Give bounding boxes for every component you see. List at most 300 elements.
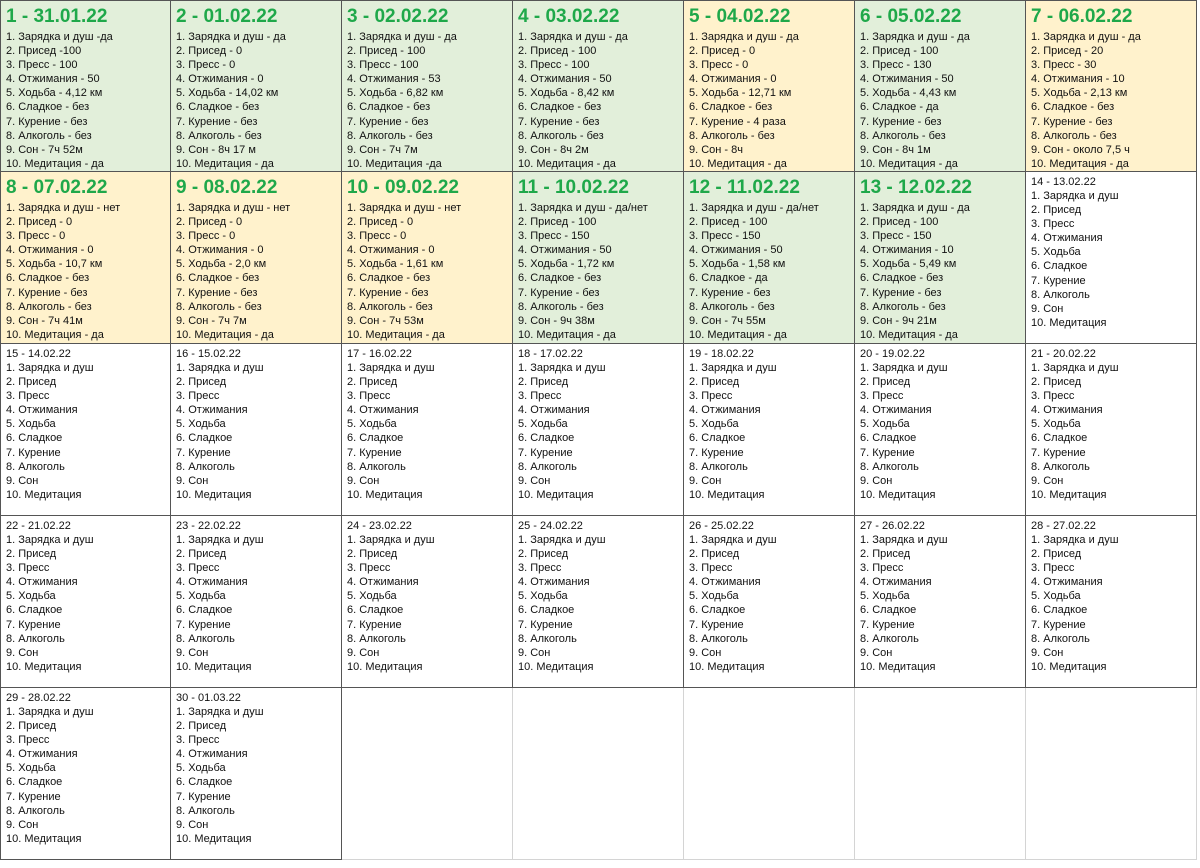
habit-item: 3. Пресс	[6, 734, 50, 747]
habit-item: 9. Сон	[176, 646, 209, 659]
habit-item: 3. Пресс	[6, 390, 50, 403]
habit-item: 7. Курение	[176, 446, 231, 459]
habit-item: 10. Медитация	[860, 488, 936, 501]
habit-item: 9. Сон	[860, 646, 893, 659]
day-cell[interactable]	[855, 516, 1026, 688]
habit-item: 4. Отжимания - 0	[176, 244, 264, 257]
habit-item: 7. Курение - без	[6, 286, 88, 299]
habit-item: 4. Отжимания	[176, 748, 248, 761]
habit-item: 3. Пресс	[689, 562, 733, 575]
day-cell[interactable]	[171, 344, 342, 516]
habit-item: 9. Сон - 9ч 38м	[518, 314, 595, 327]
habit-item: 9. Сон	[518, 474, 551, 487]
day-title: 4 - 03.02.22	[518, 6, 620, 27]
day-cell[interactable]	[1026, 172, 1197, 344]
habit-item: 5. Ходьба - 8,42 км	[518, 87, 615, 100]
habit-item: 5. Ходьба - 4,43 км	[860, 87, 957, 100]
habit-item: 5. Ходьба - 14,02 км	[176, 87, 279, 100]
habit-item: 10. Медитация - да	[6, 328, 104, 341]
day-title: 18 - 17.02.22	[518, 348, 583, 360]
habit-item: 7. Курение	[1031, 446, 1086, 459]
day-title: 12 - 11.02.22	[689, 177, 800, 198]
day-title: 9 - 08.02.22	[176, 177, 278, 198]
habit-item: 9. Сон - около 7,5 ч	[1031, 143, 1130, 156]
habit-item: 3. Пресс	[518, 562, 562, 575]
day-title: 5 - 04.02.22	[689, 6, 791, 27]
habit-item: 1. Зарядка и душ	[176, 706, 264, 718]
habit-item: 9. Сон - 7ч 55м	[689, 314, 766, 327]
habit-item: 4. Отжимания - 0	[689, 73, 777, 86]
habit-item: 7. Курение - без	[176, 286, 258, 299]
day-title: 24 - 23.02.22	[347, 520, 412, 532]
habit-item: 4. Отжимания	[176, 404, 248, 417]
habit-item: 6. Сладкое	[176, 776, 233, 789]
habit-item: 2. Присед - 100	[689, 216, 768, 229]
habit-item: 9. Сон - 7ч 7м	[176, 314, 247, 327]
habit-item: 4. Отжимания - 53	[347, 73, 441, 86]
empty-cell[interactable]	[684, 688, 855, 860]
habit-item: 10. Медитация - да	[176, 157, 274, 170]
habit-item: 9. Сон - 8ч 2м	[518, 143, 589, 156]
habit-item: 4. Отжимания	[518, 576, 590, 589]
habit-item: 1. Зарядка и душ	[518, 362, 606, 374]
habit-item: 6. Сладкое - без	[860, 272, 944, 285]
habit-item: 10. Медитация - да	[860, 157, 958, 170]
habit-list	[689, 533, 850, 674]
habit-list	[860, 30, 1021, 171]
habit-item: 8. Алкоголь - без	[6, 129, 92, 142]
habit-list	[176, 201, 337, 342]
habit-list	[176, 361, 337, 502]
day-title: 3 - 02.02.22	[347, 6, 449, 27]
habit-item: 3. Пресс	[176, 734, 220, 747]
habit-item: 5. Ходьба	[176, 418, 226, 431]
habit-item: 3. Пресс	[860, 562, 904, 575]
day-cell[interactable]	[0, 0, 171, 172]
habit-item: 7. Курение - без	[518, 115, 600, 128]
habit-item: 10. Медитация	[1031, 660, 1107, 673]
day-title: 13 - 12.02.22	[860, 177, 972, 198]
habit-item: 10. Медитация	[1031, 316, 1107, 329]
habit-item: 4. Отжимания - 0	[347, 244, 435, 257]
habit-item: 6. Сладкое	[6, 604, 63, 617]
habit-list	[689, 201, 850, 342]
habit-item: 5. Ходьба	[176, 762, 226, 775]
habit-item: 1. Зарядка и душ	[6, 534, 94, 546]
habit-item: 9. Сон - 8ч 1м	[860, 143, 931, 156]
habit-list	[347, 533, 508, 674]
day-cell[interactable]	[0, 516, 171, 688]
habit-list	[6, 30, 166, 171]
day-title: 14 - 13.02.22	[1031, 176, 1096, 188]
habit-item: 2. Присед - 100	[518, 45, 597, 58]
habit-item: 2. Присед - 100	[347, 45, 426, 58]
habit-item: 9. Сон - 8ч	[689, 143, 743, 156]
habit-item: 3. Пресс	[176, 390, 220, 403]
habit-item: 6. Сладкое - без	[518, 272, 602, 285]
day-cell[interactable]	[342, 516, 513, 688]
habit-item: 2. Присед	[176, 720, 227, 733]
habit-item: 1. Зарядка и душ - да/нет	[518, 202, 648, 214]
habit-item: 10. Медитация - да	[6, 157, 104, 170]
habit-item: 9. Сон	[1031, 302, 1064, 315]
day-cell[interactable]	[684, 0, 855, 172]
habit-item: 2. Присед	[1031, 376, 1082, 389]
habit-item: 4. Отжимания	[518, 404, 590, 417]
habit-item: 8. Алкоголь - без	[518, 300, 604, 313]
habit-item: 8. Алкоголь - без	[518, 129, 604, 142]
day-cell[interactable]	[513, 0, 684, 172]
day-title: 15 - 14.02.22	[6, 348, 71, 360]
habit-item: 3. Пресс - 0	[689, 59, 749, 72]
habit-item: 5. Ходьба	[1031, 418, 1081, 431]
habit-item: 5. Ходьба - 12,71 км	[689, 87, 792, 100]
habit-item: 2. Присед	[6, 548, 57, 561]
habit-item: 6. Сладкое	[6, 432, 63, 445]
habit-item: 2. Присед - 0	[689, 45, 756, 58]
habit-item: 9. Сон - 7ч 52м	[6, 143, 83, 156]
habit-item: 4. Отжимания - 0	[176, 73, 264, 86]
habit-item: 1. Зарядка и душ - да	[518, 31, 628, 43]
habit-item: 5. Ходьба	[1031, 246, 1081, 259]
habit-item: 9. Сон	[347, 646, 380, 659]
habit-item: 7. Курение	[860, 446, 915, 459]
habit-list	[6, 361, 166, 502]
habit-item: 8. Алкоголь - без	[1031, 129, 1117, 142]
habit-item: 3. Пресс - 0	[347, 230, 407, 243]
habit-item: 1. Зарядка и душ - да	[347, 31, 457, 43]
habit-item: 6. Сладкое - да	[689, 272, 768, 285]
habit-item: 8. Алкоголь - без	[176, 300, 262, 313]
habit-item: 2. Присед - 100	[860, 45, 939, 58]
habit-item: 3. Пресс - 100	[347, 59, 419, 72]
day-cell[interactable]	[0, 688, 171, 860]
habit-item: 8. Алкоголь - без	[860, 300, 946, 313]
habit-item: 9. Сон	[518, 646, 551, 659]
habit-item: 6. Сладкое	[689, 432, 746, 445]
day-cell[interactable]	[0, 344, 171, 516]
habit-item: 5. Ходьба	[1031, 590, 1081, 603]
habit-item: 9. Сон	[689, 646, 722, 659]
habit-item: 9. Сон - 7ч 53м	[347, 314, 424, 327]
habit-item: 8. Алкоголь	[860, 460, 919, 473]
habit-item: 2. Присед	[347, 376, 398, 389]
habit-item: 8. Алкоголь	[1031, 288, 1090, 301]
empty-cell[interactable]	[513, 688, 684, 860]
habit-item: 8. Алкоголь	[689, 460, 748, 473]
habit-item: 2. Присед - 20	[1031, 45, 1104, 58]
habit-item: 2. Присед	[1031, 548, 1082, 561]
habit-item: 1. Зарядка и душ - да	[1031, 31, 1141, 43]
day-cell[interactable]	[171, 0, 342, 172]
habit-item: 7. Курение - без	[1031, 115, 1113, 128]
habit-item: 5. Ходьба - 1,61 км	[347, 258, 444, 271]
habit-item: 7. Курение - 4 раза	[689, 115, 786, 128]
habit-item: 7. Курение	[6, 446, 61, 459]
habit-list	[1031, 189, 1192, 330]
habit-item: 4. Отжимания	[860, 404, 932, 417]
habit-item: 1. Зарядка и душ	[347, 362, 435, 374]
day-title: 16 - 15.02.22	[176, 348, 241, 360]
habit-item: 7. Курение - без	[6, 115, 88, 128]
empty-cell[interactable]	[855, 688, 1026, 860]
habit-item: 3. Пресс	[1031, 390, 1075, 403]
habit-item: 10. Медитация - да	[518, 157, 616, 170]
habit-item: 10. Медитация - да	[1031, 157, 1129, 170]
habit-item: 4. Отжимания - 50	[6, 73, 100, 86]
habit-item: 8. Алкоголь	[6, 460, 65, 473]
habit-item: 9. Сон	[6, 646, 39, 659]
habit-item: 4. Отжимания	[1031, 404, 1103, 417]
habit-item: 5. Ходьба - 10,7 км	[6, 258, 103, 271]
habit-list	[518, 201, 679, 342]
habit-item: 8. Алкоголь	[1031, 632, 1090, 645]
day-title: 2 - 01.02.22	[176, 6, 278, 27]
habit-item: 7. Курение	[860, 618, 915, 631]
habit-item: 8. Алкоголь	[860, 632, 919, 645]
habit-item: 10. Медитация	[518, 660, 594, 673]
day-title: 26 - 25.02.22	[689, 520, 754, 532]
habit-item: 1. Зарядка и душ	[689, 534, 777, 546]
habit-item: 6. Сладкое	[1031, 432, 1088, 445]
day-title: 21 - 20.02.22	[1031, 348, 1096, 360]
habit-item: 2. Присед	[176, 376, 227, 389]
habit-item: 8. Алкоголь	[1031, 460, 1090, 473]
day-cell[interactable]	[855, 172, 1026, 344]
day-title: 11 - 10.02.22	[518, 177, 629, 198]
habit-item: 6. Сладкое	[1031, 260, 1088, 273]
day-cell[interactable]	[513, 172, 684, 344]
habit-item: 6. Сладкое	[689, 604, 746, 617]
habit-item: 6. Сладкое - без	[1031, 101, 1115, 114]
habit-item: 9. Сон - 9ч 21м	[860, 314, 937, 327]
habit-item: 8. Алкоголь	[6, 632, 65, 645]
habit-item: 9. Сон	[1031, 474, 1064, 487]
day-title: 30 - 01.03.22	[176, 692, 241, 704]
habit-item: 4. Отжимания - 10	[860, 244, 954, 257]
habit-item: 8. Алкоголь - без	[6, 300, 92, 313]
habit-item: 5. Ходьба	[6, 418, 56, 431]
habit-item: 10. Медитация - да	[689, 328, 787, 341]
habit-item: 2. Присед	[1031, 204, 1082, 217]
habit-item: 7. Курение	[518, 618, 573, 631]
habit-item: 5. Ходьба	[176, 590, 226, 603]
habit-list	[6, 201, 166, 342]
habit-item: 6. Сладкое	[6, 776, 63, 789]
habit-item: 4. Отжимания	[1031, 576, 1103, 589]
habit-item: 7. Курение	[6, 618, 61, 631]
habit-list	[1031, 361, 1192, 502]
habit-item: 7. Курение	[1031, 274, 1086, 287]
habit-item: 3. Пресс - 30	[1031, 59, 1097, 72]
day-title: 23 - 22.02.22	[176, 520, 241, 532]
habit-item: 1. Зарядка и душ - да	[860, 31, 970, 43]
habit-item: 10. Медитация	[518, 488, 594, 501]
habit-item: 8. Алкоголь	[6, 804, 65, 817]
habit-item: 4. Отжимания - 10	[1031, 73, 1125, 86]
habit-item: 9. Сон - 7ч 7м	[347, 143, 418, 156]
day-cell[interactable]	[0, 172, 171, 344]
habit-item: 4. Отжимания	[347, 404, 419, 417]
habit-item: 3. Пресс	[347, 390, 391, 403]
habit-item: 8. Алкоголь	[689, 632, 748, 645]
habit-list	[689, 361, 850, 502]
habit-item: 5. Ходьба - 1,72 км	[518, 258, 615, 271]
habit-item: 3. Пресс	[1031, 218, 1075, 231]
habit-item: 1. Зарядка и душ - нет	[6, 202, 121, 214]
habit-item: 8. Алкоголь	[347, 632, 406, 645]
habit-item: 9. Сон	[176, 818, 209, 831]
habit-item: 3. Пресс - 150	[689, 230, 761, 243]
habit-item: 4. Отжимания	[860, 576, 932, 589]
habit-item: 4. Отжимания - 50	[860, 73, 954, 86]
habit-item: 2. Присед - 0	[176, 45, 243, 58]
habit-item: 2. Присед -100	[6, 45, 82, 58]
habit-item: 6. Сладкое - без	[347, 101, 431, 114]
habit-item: 4. Отжимания	[347, 576, 419, 589]
day-cell[interactable]	[855, 0, 1026, 172]
day-cell[interactable]	[513, 516, 684, 688]
habit-item: 6. Сладкое - без	[6, 272, 90, 285]
habit-item: 5. Ходьба	[518, 418, 568, 431]
habit-list	[347, 361, 508, 502]
habit-item: 2. Присед - 100	[518, 216, 597, 229]
habit-item: 6. Сладкое	[176, 432, 233, 445]
habit-item: 4. Отжимания - 0	[6, 244, 94, 257]
habit-item: 10. Медитация - да	[689, 157, 787, 170]
habit-item: 4. Отжимания	[689, 404, 761, 417]
habit-list	[6, 533, 166, 674]
empty-cell[interactable]	[342, 688, 513, 860]
habit-list	[6, 705, 166, 846]
day-cell[interactable]	[342, 172, 513, 344]
empty-cell[interactable]	[1026, 688, 1197, 860]
habit-list	[860, 533, 1021, 674]
habit-list	[347, 201, 508, 342]
habit-item: 6. Сладкое	[518, 604, 575, 617]
day-cell[interactable]	[684, 172, 855, 344]
habit-item: 3. Пресс - 100	[6, 59, 78, 72]
day-cell[interactable]	[1026, 516, 1197, 688]
habit-item: 10. Медитация	[6, 832, 82, 845]
habit-item: 7. Курение	[176, 790, 231, 803]
habit-item: 7. Курение	[347, 618, 402, 631]
habit-item: 7. Курение - без	[860, 115, 942, 128]
habit-item: 2. Присед	[689, 548, 740, 561]
habit-item: 5. Ходьба - 2,13 км	[1031, 87, 1128, 100]
day-title: 28 - 27.02.22	[1031, 520, 1096, 532]
habit-item: 9. Сон	[1031, 646, 1064, 659]
habit-item: 3. Пресс	[518, 390, 562, 403]
habit-item: 3. Пресс - 150	[860, 230, 932, 243]
habit-item: 8. Алкоголь	[176, 632, 235, 645]
habit-item: 1. Зарядка и душ -да	[6, 31, 113, 43]
day-cell[interactable]	[1026, 0, 1197, 172]
habit-item: 8. Алкоголь	[518, 460, 577, 473]
habit-item: 4. Отжимания	[6, 576, 78, 589]
day-cell[interactable]	[1026, 344, 1197, 516]
habit-item: 3. Пресс	[347, 562, 391, 575]
habit-item: 3. Пресс - 150	[518, 230, 590, 243]
habit-item: 6. Сладкое - без	[6, 101, 90, 114]
habit-item: 10. Медитация	[176, 488, 252, 501]
habit-item: 5. Ходьба - 1,58 км	[689, 258, 786, 271]
day-cell[interactable]	[684, 516, 855, 688]
habit-item: 2. Присед - 0	[176, 216, 243, 229]
habit-item: 1. Зарядка и душ	[176, 534, 264, 546]
habit-item: 6. Сладкое	[176, 604, 233, 617]
day-cell[interactable]	[513, 344, 684, 516]
habit-item: 2. Присед	[347, 548, 398, 561]
habit-item: 8. Алкоголь - без	[860, 129, 946, 142]
habit-item: 2. Присед	[518, 548, 569, 561]
habit-item: 9. Сон	[176, 474, 209, 487]
habit-item: 9. Сон	[689, 474, 722, 487]
habit-item: 2. Присед	[518, 376, 569, 389]
habit-item: 5. Ходьба - 4,12 км	[6, 87, 103, 100]
habit-list	[689, 30, 850, 171]
day-title: 27 - 26.02.22	[860, 520, 925, 532]
habit-item: 3. Пресс	[860, 390, 904, 403]
day-cell[interactable]	[855, 344, 1026, 516]
habit-item: 10. Медитация - да	[518, 328, 616, 341]
habit-item: 3. Пресс	[6, 562, 50, 575]
day-title: 10 - 09.02.22	[347, 177, 459, 198]
habit-item: 5. Ходьба - 2,0 км	[176, 258, 267, 271]
habit-item: 2. Присед - 0	[6, 216, 73, 229]
habit-item: 3. Пресс - 0	[6, 230, 66, 243]
habit-list	[176, 705, 337, 846]
habit-item: 10. Медитация	[689, 660, 765, 673]
day-cell[interactable]	[171, 516, 342, 688]
habit-item: 1. Зарядка и душ	[347, 534, 435, 546]
day-cell[interactable]	[171, 172, 342, 344]
habit-item: 7. Курение - без	[518, 286, 600, 299]
habit-item: 5. Ходьба	[689, 590, 739, 603]
habit-item: 7. Курение	[347, 446, 402, 459]
habit-item: 9. Сон	[860, 474, 893, 487]
day-cell[interactable]	[342, 0, 513, 172]
habit-list	[860, 361, 1021, 502]
habit-item: 7. Курение	[176, 618, 231, 631]
habit-list	[860, 201, 1021, 342]
habit-item: 2. Присед	[6, 376, 57, 389]
habit-item: 6. Сладкое - да	[860, 101, 939, 114]
habit-item: 1. Зарядка и душ - да/нет	[689, 202, 819, 214]
habit-item: 2. Присед	[6, 720, 57, 733]
habit-item: 4. Отжимания	[6, 404, 78, 417]
habit-item: 1. Зарядка и душ - нет	[347, 202, 462, 214]
habit-item: 10. Медитация	[176, 660, 252, 673]
habit-item: 4. Отжимания - 50	[518, 73, 612, 86]
day-cell[interactable]	[684, 344, 855, 516]
habit-item: 1. Зарядка и душ - да	[176, 31, 286, 43]
habit-item: 5. Ходьба	[518, 590, 568, 603]
habit-item: 1. Зарядка и душ	[1031, 190, 1119, 202]
habit-item: 8. Алкоголь - без	[347, 300, 433, 313]
habit-item: 6. Сладкое	[347, 432, 404, 445]
habit-item: 4. Отжимания - 50	[518, 244, 612, 257]
day-cell[interactable]	[171, 688, 342, 860]
habit-item: 1. Зарядка и душ	[1031, 362, 1119, 374]
day-cell[interactable]	[342, 344, 513, 516]
day-title: 20 - 19.02.22	[860, 348, 925, 360]
habit-list	[176, 533, 337, 674]
habit-item: 6. Сладкое - без	[689, 101, 773, 114]
habit-item: 6. Сладкое	[518, 432, 575, 445]
habit-item: 4. Отжимания	[6, 748, 78, 761]
habit-item: 10. Медитация - да	[176, 328, 274, 341]
